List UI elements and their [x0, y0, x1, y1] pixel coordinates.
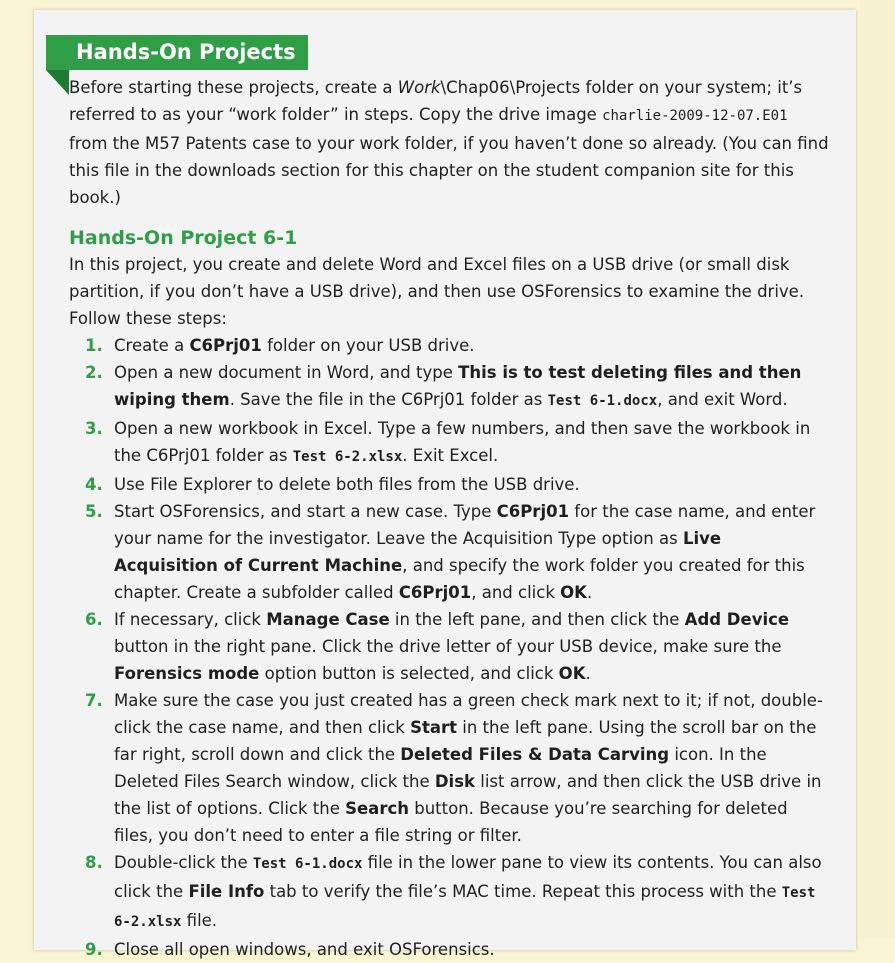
step-item: 9. Close all open windows, and exit OSForensics.: [69, 936, 829, 963]
step-item: 5. Start OSForensics, and start a new case. Type C6Prj01 for the case name, and enter your name for the investigator. Leave the Acquisition Type option as Live Acquisition of Current Machine, and specify the work folder you created for this chapter. Create a subfolder called C6Prj01, and click OK.: [69, 498, 829, 606]
section-title: Hands-On Projects: [76, 40, 296, 64]
section-banner: [46, 35, 308, 70]
page-background-edge: [860, 0, 895, 939]
step-number: 8.: [85, 853, 103, 872]
step-item: 3. Open a new workbook in Excel. Type a few numbers, and then save the workbook in the C6Prj01 folder as Test 6-2.xlsx. Exit Excel.: [69, 415, 829, 471]
step-number: 4.: [85, 475, 103, 494]
step-number: 9.: [85, 940, 103, 959]
step-item: 4. Use File Explorer to delete both files from the USB drive.: [69, 471, 829, 498]
step-item: 2. Open a new document in Word, and type This is to test deleting files and then wiping them. Save the file in the C6Prj01 folder as Test 6-1.docx, and exit Word.: [69, 359, 829, 415]
step-item: 6. If necessary, click Manage Case in the left pane, and then click the Add Device button in the right pane. Click the drive letter of your USB device, make sure the Forensics mode option button is selected, and click OK.: [69, 606, 829, 687]
step-item: 8. Double-click the Test 6-1.docx file in the lower pane to view its contents. You can also click the File Info tab to verify the file’s MAC time. Repeat this process with the Test 6-2.xlsx file.: [69, 849, 829, 936]
project-description: In this project, you create and delete Word and Excel files on a USB drive (or small disk partition, if you don’t have a USB drive), and then use OSForensics to examine the drive. Follow these steps:: [69, 255, 805, 328]
steps-list: [69, 332, 829, 963]
step-number: 1.: [85, 336, 103, 355]
step-item: 7. Make sure the case you just created has a green check mark next to it; if not, double-click the case name, and then click Start in the left pane. Using the scroll bar on the far right, scroll down and click the Deleted Files & Data Carving icon. In the Deleted Files Search window, click the Disk list arrow, and then click the USB drive in the list of options. Click the Search button. Because you’re searching for deleted files, you don’t need to enter a file string or filter.: [69, 687, 829, 849]
intro-paragraph: Before starting these projects, create a Work\Chap06\Projects folder on your system; it’s referred to as your “work folder” in steps. Copy the drive image charlie-2009-12-07.E01 from the M57 Patents case to your work folder, if you haven’t done so already. (You can find this file in the downloads section for this chapter on the student companion site for this book.): [69, 78, 829, 207]
step-number: 6.: [85, 610, 103, 629]
step-number: 7.: [85, 691, 103, 710]
filename-text: charlie-2009-12-07.E01: [602, 108, 788, 124]
step-number: 5.: [85, 502, 103, 521]
page-content: [69, 74, 829, 963]
banner-fold: [46, 70, 69, 95]
step-number: 3.: [85, 419, 103, 438]
project-heading: Hands-On Project 6-1: [69, 227, 298, 249]
step-number: 2.: [85, 363, 103, 382]
step-item: 1. Create a C6Prj01 folder on your USB drive.: [69, 332, 829, 359]
